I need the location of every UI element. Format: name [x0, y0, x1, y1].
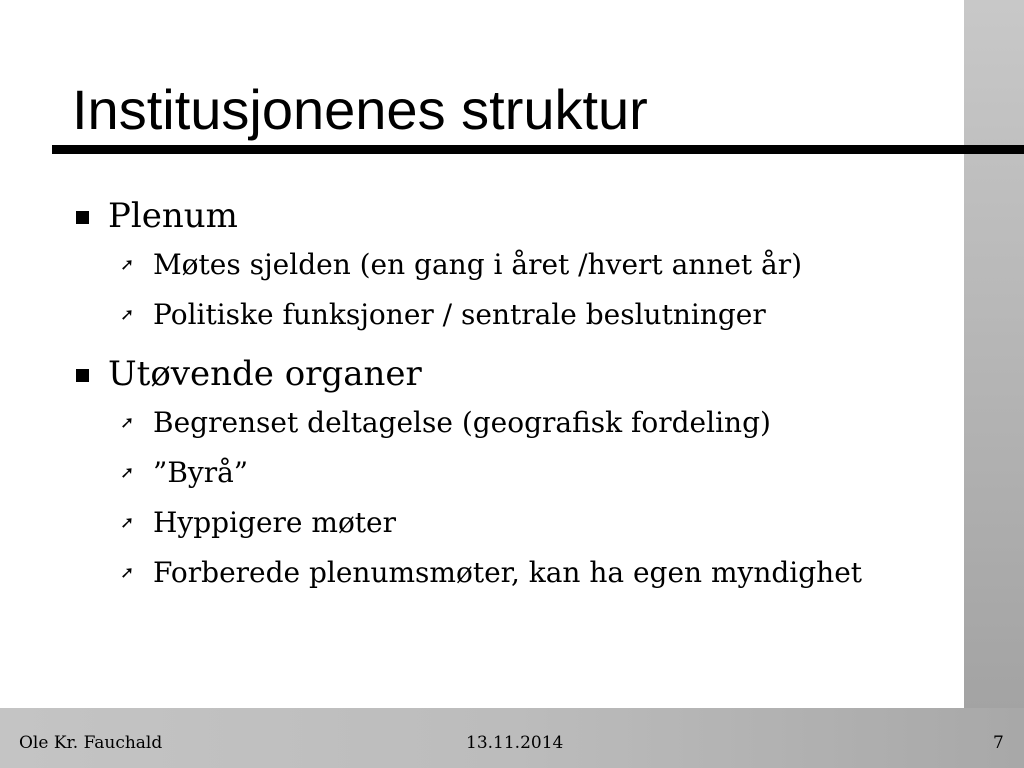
- arrow-up-right-icon: ➚: [120, 463, 135, 483]
- sub-bullet-item: [108, 548, 952, 598]
- right-decorative-band: [964, 0, 1024, 768]
- sub-bullet-text: ”Byrå”: [153, 456, 249, 489]
- footer-date: 13.11.2014: [466, 733, 564, 753]
- page-number: 7: [993, 733, 1004, 753]
- arrow-up-right-icon: ➚: [120, 255, 135, 275]
- sub-bullet-text: Hyppigere møter: [153, 506, 397, 539]
- sub-bullet-text: Møtes sjelden (en gang i året /hvert annet år): [153, 248, 803, 281]
- footer-author: Ole Kr. Fauchald: [19, 733, 163, 753]
- sub-bullet-list: [108, 398, 952, 598]
- sub-bullet-item: [108, 240, 952, 290]
- arrow-up-right-icon: ➚: [120, 305, 135, 325]
- slide-title: Institusjonenes struktur: [72, 78, 648, 141]
- arrow-up-right-icon: ➚: [120, 513, 135, 533]
- sub-bullet-item: [108, 448, 952, 498]
- sub-bullet-item: [108, 398, 952, 448]
- sub-bullet-text: Begrenset deltagelse (geografisk fordeling): [153, 406, 771, 439]
- bullet-item: [72, 350, 952, 598]
- bullet-text: Utøvende organer: [108, 354, 422, 394]
- sub-bullet-text: Forberede plenumsmøter, kan ha egen myndighet: [153, 556, 863, 589]
- bullet-item: [72, 192, 952, 340]
- sub-bullet-list: [108, 240, 952, 340]
- arrow-up-right-icon: ➚: [120, 413, 135, 433]
- sub-bullet-text: Politiske funksjoner / sentrale beslutninger: [153, 298, 766, 331]
- bullet-text: Plenum: [108, 196, 238, 236]
- title-underline: [52, 145, 1024, 154]
- sub-bullet-item: [108, 290, 952, 340]
- square-bullet-icon: [76, 211, 89, 224]
- square-bullet-icon: [76, 369, 89, 382]
- arrow-up-right-icon: ➚: [120, 563, 135, 583]
- bullet-list: [72, 192, 952, 598]
- sub-bullet-item: [108, 498, 952, 548]
